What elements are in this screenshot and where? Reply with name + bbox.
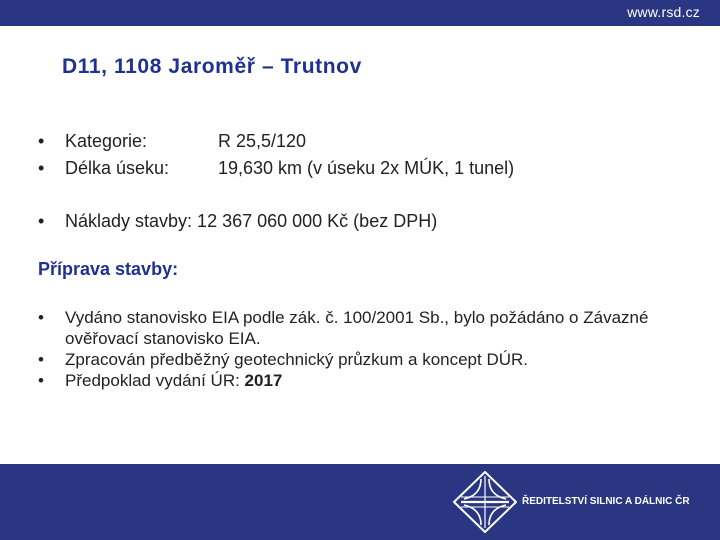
top-bar [0, 0, 720, 26]
preparation-list [38, 307, 688, 391]
list-item-text: Předpoklad vydání ÚR: [65, 371, 245, 390]
param-label: Kategorie: [65, 131, 148, 151]
bullet: • [38, 350, 44, 369]
logo-text: ŘEDITELSTVÍ SILNIC A DÁLNIC ČR [522, 496, 690, 507]
website-url[interactable]: www.rsd.cz [627, 4, 700, 20]
slide-title: D11, 1108 Jaroměř – Trutnov [62, 55, 362, 78]
param-value: 19,630 km (v úseku 2x MÚK, 1 tunel) [218, 158, 515, 178]
list-item-text: Vydáno stanovisko EIA podle zák. č. 100/2001 Sb., bylo požádáno o Závazné ověřovací stanovisko EIA. [65, 308, 649, 348]
preparation-heading: Příprava stavby: [38, 259, 179, 279]
bullet: • [38, 211, 45, 231]
list-item-text: Zpracován předběžný geotechnický průzkum a koncept DÚR. [65, 350, 529, 369]
bullet: • [38, 158, 45, 178]
param-value: R 25,5/120 [218, 131, 307, 151]
param-label: Délka úseku: [65, 158, 170, 178]
bullet: • [38, 308, 44, 327]
cost-text: Náklady stavby: 12 367 060 000 Kč (bez DPH) [65, 211, 438, 231]
list-item [38, 307, 688, 349]
rsd-logo-icon [452, 470, 518, 534]
list-item [38, 370, 688, 391]
planned-year: 2017 [244, 371, 283, 390]
bullet: • [38, 371, 44, 390]
list-item [38, 349, 688, 370]
bullet: • [38, 131, 45, 151]
